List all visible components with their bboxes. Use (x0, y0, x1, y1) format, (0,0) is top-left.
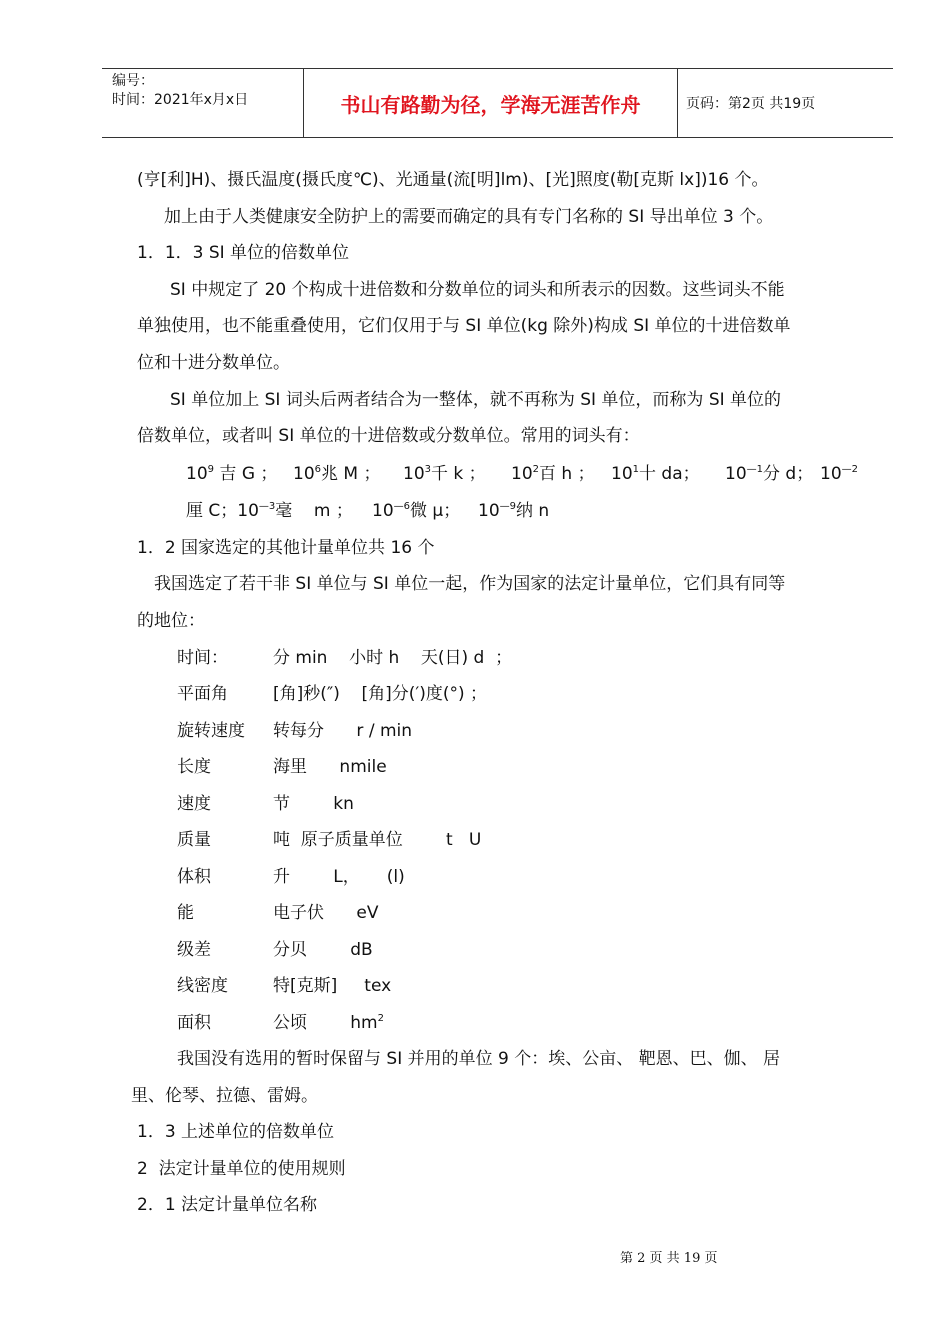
section-heading: 1．1．3 SI 单位的倍数单位 (137, 243, 350, 263)
unit-quantity: 线密度 (177, 976, 228, 996)
prefix-10-minus-9: $10^{—9}$纳 n (478, 501, 550, 521)
unit-quantity: 旋转速度 (177, 721, 245, 741)
unit-values: 转每分 r / min (273, 721, 413, 741)
prefix-line-2: 厘 C；$10^{—3}$毫 m ； (186, 501, 353, 521)
body-line: 的地位： (137, 611, 205, 631)
body-line: 里、伦琴、拉德、雷姆。 (131, 1086, 318, 1106)
body-line: 我国没有选用的暂时保留与 SI 并用的单位 9 个：埃、公亩、 靶恩、巴、伽、 居 (177, 1049, 781, 1069)
unit-quantity: 体积 (177, 867, 211, 887)
prefix-10-minus-2-name: 厘 C； (186, 501, 238, 521)
unit-quantity: 长度 (177, 757, 211, 777)
unit-quantity: 级差 (177, 940, 211, 960)
page-header (102, 68, 893, 138)
prefix-10-1: $10^1$十 da； (611, 464, 700, 484)
body-line: 单独使用，也不能重叠使用，它们仅用于与 SI 单位(kg 除外)构成 SI 单位的十进倍数单 (137, 316, 791, 336)
body-line: 加上由于人类健康安全防护上的需要而确定的具有专门名称的 SI 导出单位 3 个。 (164, 207, 774, 227)
unit-quantity: 时间： (177, 648, 228, 668)
body-line: SI 中规定了 20 个构成十进倍数和分数单位的词头和所表示的因数。这些词头不能 (170, 280, 785, 300)
section-heading: 2 法定计量单位的使用规则 (137, 1159, 346, 1179)
prefix-10-minus-6: $10^{—6}$微 μ； (372, 501, 461, 521)
unit-values: 电子伏 eV (273, 903, 379, 923)
unit-values: 特[克斯] tex (273, 976, 392, 996)
unit-values: 升 L， (l) (273, 867, 405, 887)
body-line: 倍数单位，或者叫 SI 单位的十进倍数或分数单位。常用的词头有： (137, 426, 640, 446)
unit-quantity: 速度 (177, 794, 211, 814)
section-heading: 1．2 国家选定的其他计量单位共 16 个 (137, 538, 435, 558)
header-divider (677, 69, 678, 137)
unit-values: 分贝 dB (273, 940, 373, 960)
header-slogan: 书山有路勤为径，学海无涯苦作舟 (340, 92, 641, 117)
unit-quantity: 面积 (177, 1013, 211, 1033)
unit-values: 海里 nmile (273, 757, 387, 777)
time-line: 时间：2021年x月x日 (112, 92, 249, 108)
header-page-info: 页码：第2页 共19页 (686, 96, 816, 112)
header-meta (112, 72, 248, 110)
unit-quantity: 能 (177, 903, 194, 923)
body-line: 位和十进分数单位。 (137, 353, 290, 373)
unit-quantity: 质量 (177, 830, 211, 850)
section-heading: 2．1 法定计量单位名称 (137, 1195, 318, 1215)
unit-values: 吨 原子质量单位 t U (273, 830, 482, 850)
prefix-10-minus-1: $10^{—1}$分 d； (725, 464, 814, 484)
unit-values: [角]秒(″) [角]分(′)度(°) ； (273, 684, 488, 704)
body-line: SI 单位加上 SI 词头后两者结合为一整体，就不再称为 SI 单位，而称为 SI 单位的 (170, 390, 782, 410)
unit-quantity: 平面角 (177, 684, 228, 704)
number-label: 编号： (112, 73, 154, 89)
prefix-10-minus-2: $10^{—2}$ (820, 464, 859, 484)
body-line: 我国选定了若干非 SI 单位与 SI 单位一起，作为国家的法定计量单位，它们具有同等 (154, 574, 786, 594)
page-footer: 第 2 页 共 19 页 (620, 1251, 718, 1266)
unit-values: 节 kn (273, 794, 354, 814)
prefix-10-2: $10^2$百 h ； (511, 464, 595, 484)
prefix-10-3: $10^3$千 k ； (403, 464, 486, 484)
section-heading: 1．3 上述单位的倍数单位 (137, 1122, 335, 1142)
body-line: (亨[利]H)、摄氏温度(摄氏度℃)、光通量(流[明]lm)、[光]照度(勒[克斯 lx])16 个。 (137, 170, 769, 190)
unit-values: 分 min 小时 h 天(日) d ； (273, 648, 513, 668)
prefix-10-6: $10^6$兆 M ； (293, 464, 381, 484)
unit-values: 公顷 $hm^2$ (273, 1013, 384, 1033)
prefix-10-9: $10^9$ 吉 G ； (186, 464, 278, 484)
